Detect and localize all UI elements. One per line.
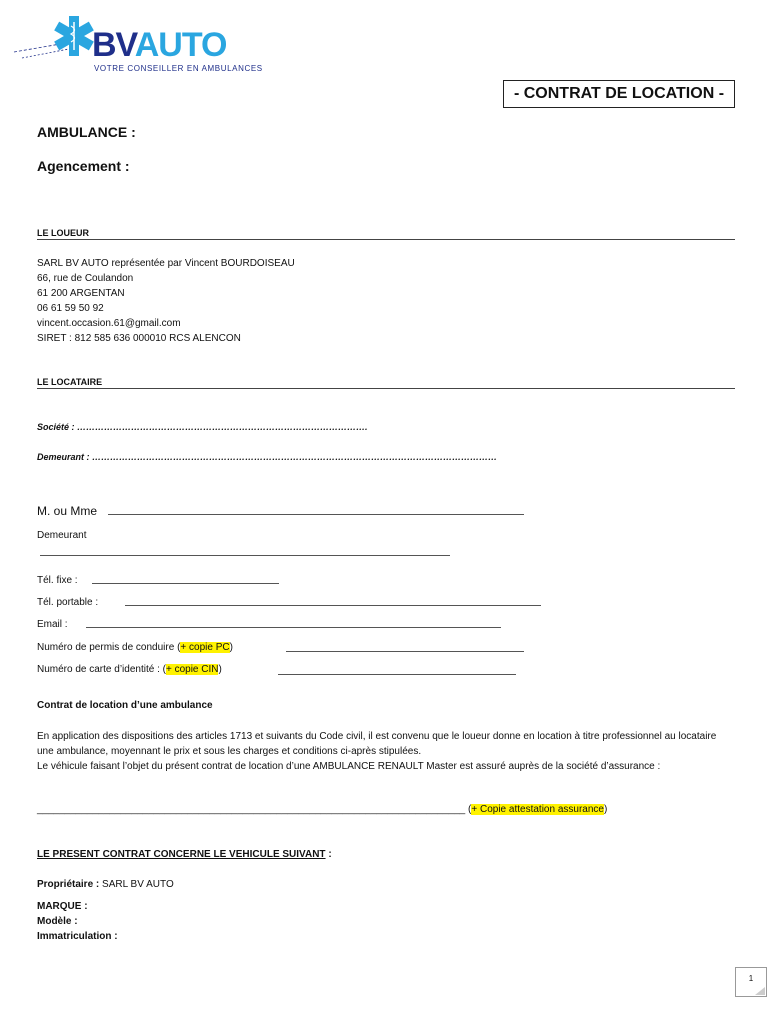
permis-label bbox=[37, 640, 233, 655]
modele-label: Modèle : bbox=[37, 916, 78, 927]
star-of-life-icon bbox=[12, 12, 102, 74]
societe-field[interactable]: Société : ……………………………………………………………………………………. bbox=[37, 422, 368, 432]
contrat-heading: Contrat de location d’une ambulance bbox=[37, 700, 213, 711]
cin-suffix: ) bbox=[218, 664, 222, 675]
contrat-paragraph-2: Le véhicule faisant l’objet du présent contrat de location d’une AMBULANCE RENAULT Master est assuré auprès de la société d’assurance : bbox=[37, 761, 661, 772]
assurance-input-line[interactable]: _____________________________________________________________________________ bbox=[37, 804, 466, 815]
section-heading-locataire: LE LOCATAIRE bbox=[37, 377, 735, 389]
cin-label bbox=[37, 662, 222, 677]
loueur-line: 06 61 59 50 92 bbox=[37, 303, 104, 314]
vehicule-heading bbox=[37, 849, 332, 860]
document-title: - CONTRAT DE LOCATION - bbox=[503, 80, 735, 108]
assurance-copy-highlight: + Copie attestation assurance bbox=[471, 804, 604, 815]
section-heading-loueur: LE LOUEUR bbox=[37, 228, 735, 240]
loueur-line: vincent.occasion.61@gmail.com bbox=[37, 318, 181, 329]
loueur-details bbox=[37, 256, 295, 346]
demeurant2-input-line[interactable] bbox=[40, 555, 450, 556]
cin-copy-highlight: + copie CIN bbox=[165, 664, 219, 675]
logo-wordmark bbox=[92, 26, 226, 65]
tel-portable-input-line[interactable] bbox=[125, 605, 541, 606]
page-fold-icon bbox=[755, 987, 765, 995]
mr-mme-label: M. ou Mme bbox=[37, 504, 98, 518]
demeurant-field[interactable]: Demeurant : ……………………………………………………………………………………………………………………… bbox=[37, 452, 498, 462]
contrat-paragraph-1: En application des dispositions des articles 1713 et suivants du Code civil, il est convenu que le loueur donne en location à titre professionnel au locataire une ambulance, moyennant le prix et sous les charges et conditions ci-après stipulées. bbox=[37, 731, 717, 757]
immatriculation-label: Immatriculation : bbox=[37, 931, 118, 942]
tel-fixe-label: Tél. fixe : bbox=[37, 575, 78, 586]
proprietaire-row bbox=[37, 877, 174, 892]
proprietaire-value: SARL BV AUTO bbox=[99, 879, 174, 890]
assurance-suffix: ) bbox=[603, 804, 608, 815]
proprietaire-label: Propriétaire : bbox=[37, 879, 100, 890]
logo-auto-text: AUTO bbox=[134, 26, 227, 64]
demeurant2-label: Demeurant bbox=[37, 530, 87, 541]
permis-copy-highlight: + copie PC bbox=[180, 642, 230, 653]
cin-input-line[interactable] bbox=[278, 674, 516, 675]
ambulance-label: AMBULANCE : bbox=[37, 124, 136, 140]
permis-input-line[interactable] bbox=[286, 651, 524, 652]
assurance-prefix: ( bbox=[468, 804, 472, 815]
marque-label: MARQUE : bbox=[37, 901, 88, 912]
page-number: 1 bbox=[748, 974, 754, 983]
tel-portable-label: Tél. portable : bbox=[37, 597, 99, 608]
email-label: Email : bbox=[37, 619, 68, 630]
loueur-line: SARL BV AUTO représentée par Vincent BOURDOISEAU bbox=[37, 258, 295, 269]
permis-prefix: Numéro de permis de conduire ( bbox=[37, 642, 181, 653]
loueur-line: SIRET : 812 585 636 000010 RCS ALENCON bbox=[37, 333, 241, 344]
logo-tagline: VOTRE CONSEILLER EN AMBULANCES bbox=[94, 64, 263, 73]
vehicule-heading-suffix: : bbox=[325, 849, 332, 860]
assurance-line bbox=[37, 802, 607, 817]
tel-fixe-input-line[interactable] bbox=[92, 583, 279, 584]
page-number-box bbox=[735, 967, 767, 997]
loueur-line: 61 200 ARGENTAN bbox=[37, 288, 125, 299]
company-logo bbox=[12, 12, 263, 74]
cin-prefix: Numéro de carte d’identité : ( bbox=[37, 664, 166, 675]
vehicule-heading-text: LE PRESENT CONTRAT CONCERNE LE VEHICULE SUIVANT bbox=[37, 849, 326, 860]
logo-bv-text: BV bbox=[92, 26, 135, 64]
mr-mme-input-line[interactable] bbox=[108, 514, 524, 515]
agencement-label: Agencement : bbox=[37, 158, 130, 174]
permis-suffix: ) bbox=[229, 642, 233, 653]
loueur-line: 66, rue de Coulandon bbox=[37, 273, 134, 284]
email-input-line[interactable] bbox=[86, 627, 501, 628]
